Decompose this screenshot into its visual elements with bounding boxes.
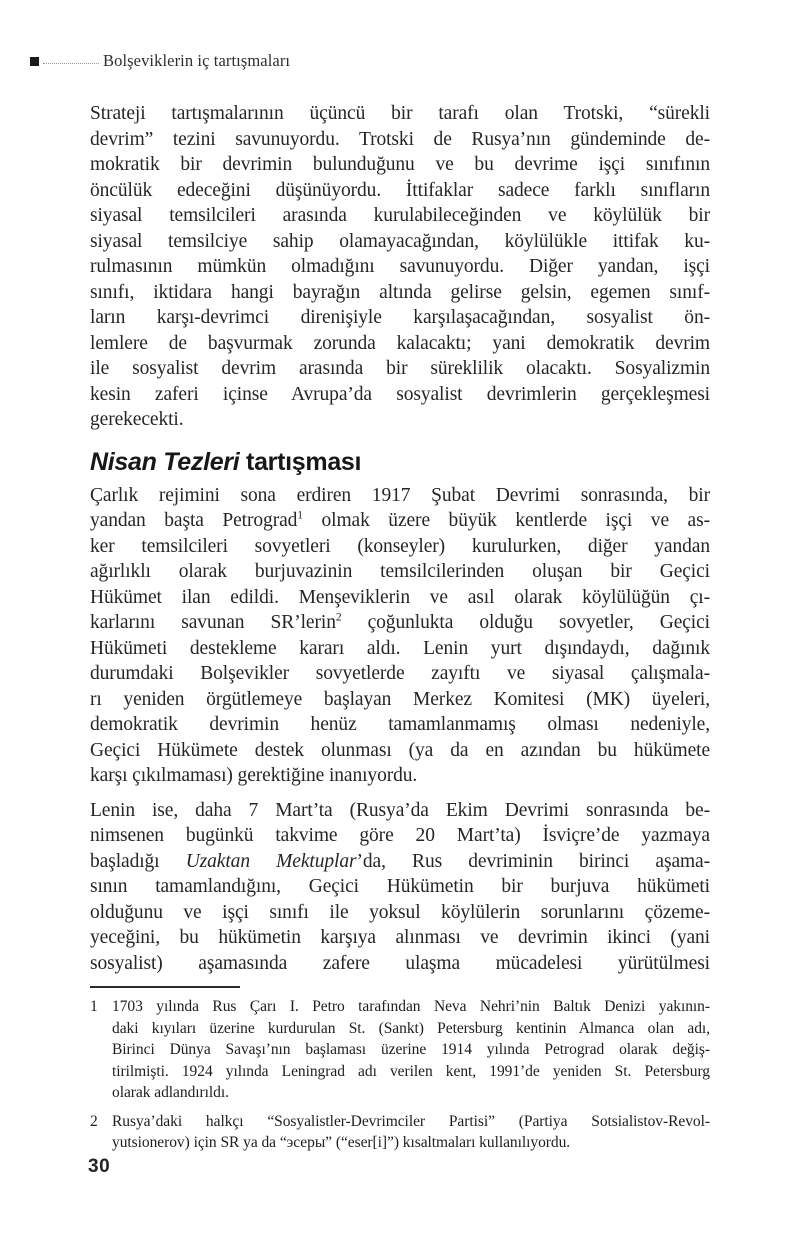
text-line xyxy=(90,798,710,824)
text-segment: lemlere de başvurmak zorunda kalacaktı; yani demokratik devrim xyxy=(90,332,710,354)
text-line xyxy=(90,229,710,255)
text-line xyxy=(90,280,710,306)
text-line xyxy=(90,712,710,738)
text-segment: ’da, Rus devriminin birinci aşama- xyxy=(356,850,711,872)
footnote-text xyxy=(112,1111,710,1154)
text-line xyxy=(90,331,710,357)
text-segment: rı yeniden örgütlemeye başlayan Merkez Komitesi (MK) üyeleri, xyxy=(90,688,710,710)
text-line xyxy=(112,1111,710,1133)
text-segment: daki kıyıları üzerine kurdurulan St. (Sankt) Petersburg kentinin Almanca olan adı, xyxy=(112,1019,710,1037)
footnote-number: 2 xyxy=(90,1112,98,1130)
text-segment: mokratik bir devrimin bulunduğunu ve bu devrime işçi sınıfının xyxy=(90,154,710,175)
text-line xyxy=(90,951,710,977)
text-segment: devrim” tezini savunuyordu. Trotski de Rusya’nın gündeminde de- xyxy=(90,128,710,150)
text-line xyxy=(90,254,710,280)
paragraph-trotski xyxy=(90,101,710,433)
text-line xyxy=(90,178,710,204)
text-segment: Birinci Dünya Savaşı’nın başlaması üzerine 1914 yılında Petrograd olarak değiş- xyxy=(112,1041,710,1058)
text-line xyxy=(90,534,710,560)
text-segment: karlarını savunan SR’lerin xyxy=(90,612,336,633)
footnote-text xyxy=(112,996,710,1104)
text-segment: Geçici Hükümete destek olunması (ya da en azından bu hükümete xyxy=(90,739,710,761)
text-line xyxy=(90,152,710,178)
text-segment: sosyalist) aşamasında zafere ulaşma mücadelesi yürütülmesi xyxy=(90,952,710,974)
text-line xyxy=(112,996,710,1018)
text-line xyxy=(90,382,710,408)
text-line xyxy=(90,508,710,534)
text-line xyxy=(90,900,710,926)
text-line xyxy=(112,1061,710,1083)
text-line xyxy=(90,874,710,900)
text-line xyxy=(90,407,710,433)
text-segment: Strateji tartışmalarının üçüncü bir tarafı olan Trotski, “sürekli xyxy=(90,103,710,124)
text-segment: nimsenen bugünkü takvime göre 20 Mart’ta) İsviçre’de yazmaya xyxy=(90,825,710,846)
text-segment: ların karşı-devrimci direnişiyle karşılaşacağından, sosyalist ön- xyxy=(90,307,710,328)
text-line xyxy=(90,925,710,951)
text-line xyxy=(90,101,710,127)
text-segment: yeceğini, bu hükümetin karşıya alınması ve devrimin ikinci (yani xyxy=(90,927,710,948)
section-heading-normal: tartışması xyxy=(239,447,362,476)
dotted-leader xyxy=(43,62,99,64)
text-line xyxy=(112,1132,710,1154)
footnote-ref-marker: 2 xyxy=(335,611,342,624)
text-line xyxy=(90,559,710,585)
text-segment: tirilmişti. 1924 yılında Leningrad adı verilen kent, 1991’de yeniden St. Petersburg xyxy=(112,1062,710,1080)
text-line xyxy=(112,1018,710,1040)
text-segment: rulmasının mümkün olmadığını savunuyordu. Diğer yandan, işçi xyxy=(90,256,710,277)
italic-work-title: Uzaktan Mektuplar xyxy=(185,850,357,872)
text-segment: ağırlıklı olarak burjuvazinin temsilcilerinden oluşan bir Geçici xyxy=(90,561,710,582)
text-line xyxy=(90,483,710,509)
text-segment: kesin zaferi içinse Avrupa’da sosyalist devrimlerin gerçekleşmesi xyxy=(90,383,710,405)
section-heading xyxy=(90,447,710,477)
footnote-2 xyxy=(90,1111,710,1154)
text-line xyxy=(90,585,710,611)
text-line xyxy=(90,738,710,764)
footnote-1 xyxy=(90,996,710,1104)
running-header xyxy=(30,52,798,70)
text-segment: siyasal temsilcileri arasında kurulabileceğinden ve köylülük bir xyxy=(90,205,710,226)
text-segment: demokratik devrimin henüz tamamlanmamış olması nedeniyle, xyxy=(90,714,710,735)
text-segment: Rusya’daki halkçı “Sosyalistler-Devrimciler Partisi” (Partiya Sotsialistov-Revol- xyxy=(112,1112,710,1130)
text-segment: ile sosyalist devrim arasında bir süreklilik olacaktı. Sosyalizmin xyxy=(90,358,710,379)
text-segment: 1703 yılında Rus Çarı I. Petro tarafından Neva Nehri’nin Baltık Denizi yakının- xyxy=(112,998,710,1015)
text-line xyxy=(112,1039,710,1061)
section-heading-italic: Nisan Tezleri xyxy=(90,447,240,476)
text-line xyxy=(90,356,710,382)
running-header-title: Bolşeviklerin iç tartışmaları xyxy=(103,51,291,70)
text-line xyxy=(90,305,710,331)
text-segment: Lenin ise, daha 7 Mart’ta (Rusya’da Ekim Devrimi sonrasında be- xyxy=(90,799,710,821)
text-segment: sınıfı, iktidara hangi bayrağın altında gelirse gelsin, egemen sınıf- xyxy=(90,281,710,303)
text-segment: ker temsilcileri sovyetleri (konseyler) kurulurken, diğer yandan xyxy=(90,535,710,557)
text-line xyxy=(90,763,710,789)
page-number: 30 xyxy=(88,1156,111,1177)
text-line xyxy=(90,849,710,875)
text-segment: başladığı xyxy=(90,850,186,872)
text-segment: olduğunu ve işçi sınıfı ile yoksul köylülerin sorunlarını çözeme- xyxy=(90,901,710,923)
footnote-separator-rule xyxy=(90,986,240,988)
text-line xyxy=(90,823,710,849)
square-bullet-icon xyxy=(30,57,39,66)
text-segment: durumdaki Bolşevikler sovyetlerde zayıftı ve siyasal çalışmala- xyxy=(90,663,710,684)
text-segment: gerekecekti. xyxy=(90,409,184,430)
text-segment: olmak üzere büyük kentlerde işçi ve as- xyxy=(302,510,710,531)
text-line xyxy=(90,203,710,229)
text-segment: yandan başta Petrograd xyxy=(90,510,298,531)
text-line xyxy=(112,1082,710,1104)
text-segment: olarak adlandırıldı. xyxy=(112,1084,229,1101)
text-line xyxy=(90,610,710,636)
text-line xyxy=(90,687,710,713)
text-segment: siyasal temsilciye sahip olamayacağından, köylülükle ittifak ku- xyxy=(90,230,710,252)
text-segment: Hükümeti destekleme kararı aldı. Lenin yurt dışındaydı, dağınık xyxy=(90,637,710,659)
text-segment: çoğunlukta olduğu sovyetler, Geçici xyxy=(341,612,710,633)
text-line xyxy=(90,636,710,662)
text-segment: Hükümet ilan edildi. Menşeviklerin ve asıl olarak köylülüğün çı- xyxy=(90,586,710,608)
paragraph-february-revolution xyxy=(90,483,710,789)
paragraph-lenin-letters xyxy=(90,798,710,977)
text-line xyxy=(90,127,710,153)
text-segment: yutsionerov) için SR ya da “эсеры” (“eser[i]”) kısaltmaları kullanılıyordu. xyxy=(112,1134,571,1151)
footnote-number: 1 xyxy=(90,998,98,1015)
text-segment: sının tamamlandığını, Geçici Hükümetin bir burjuva hükümeti xyxy=(90,876,710,897)
text-segment: karşı çıkılmaması) gerektiğine inanıyordu. xyxy=(90,765,418,786)
footnote-ref-marker: 1 xyxy=(297,509,303,522)
text-line xyxy=(90,661,710,687)
text-segment: öncülük edeceğini düşünüyordu. İttifaklar sadece farklı sınıfların xyxy=(90,179,710,201)
text-segment: Çarlık rejimini sona erdiren 1917 Şubat Devrimi sonrasında, bir xyxy=(90,484,710,506)
